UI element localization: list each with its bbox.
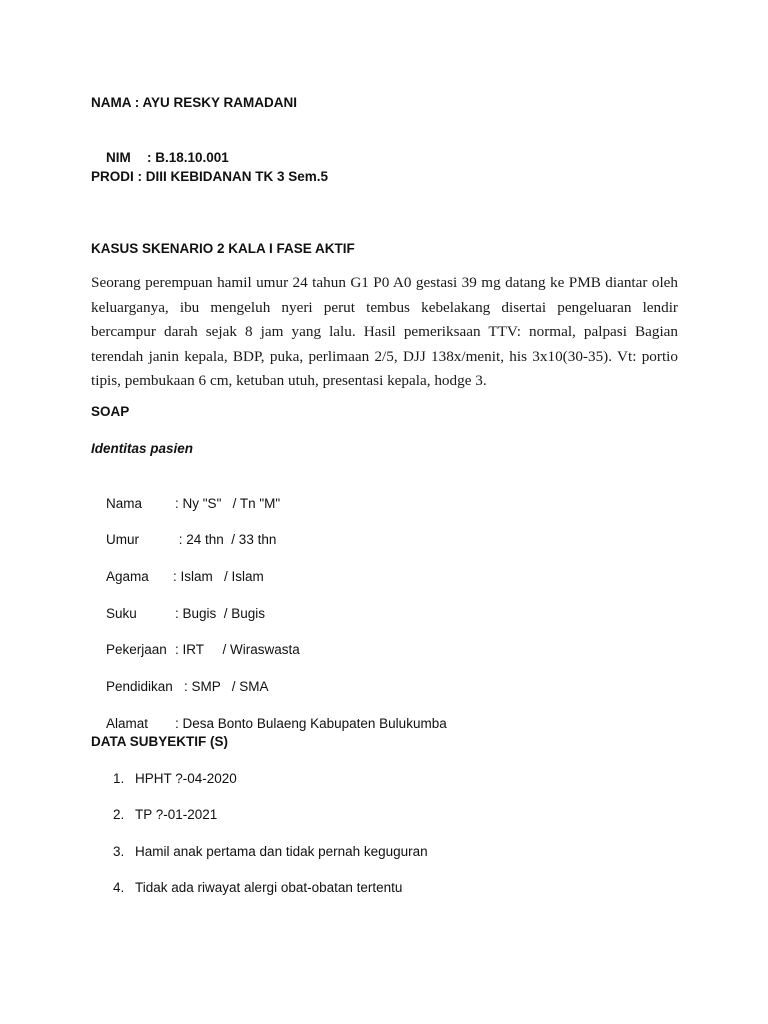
list-item (91, 843, 428, 861)
soap-title: SOAP (91, 404, 130, 419)
list-item (91, 879, 402, 897)
list-text: TP ?-01-2021 (135, 807, 218, 822)
list-text: Tidak ada riwayat alergi obat-obatan tertentu (135, 880, 403, 895)
field-label: Alamat (106, 716, 149, 731)
student-prodi: PRODI : DIII KEBIDANAN TK 3 Sem.5 (91, 169, 329, 184)
list-number: 3. (113, 844, 125, 859)
nim-label: NIM (106, 150, 131, 165)
list-number: 1. (113, 771, 125, 786)
list-number: 2. (113, 807, 125, 822)
nim-value: : B.18.10.001 (147, 150, 229, 165)
field-value: : SMP / SMA (184, 679, 269, 694)
field-value: : Ny "S" / Tn "M" (175, 496, 281, 511)
list-text: HPHT ?-04-2020 (135, 771, 237, 786)
field-label: Nama (106, 496, 143, 511)
field-label: Suku (106, 606, 137, 621)
field-value: : IRT / Wiraswasta (175, 642, 300, 657)
subjective-title: DATA SUBYEKTIF (S) (91, 734, 228, 749)
field-value: : Bugis / Bugis (175, 606, 266, 621)
field-value: : Desa Bonto Bulaeng Kabupaten Bulukumba (175, 716, 447, 731)
field-label: Agama (106, 569, 149, 584)
field-label: Pekerjaan (106, 642, 167, 657)
list-number: 4. (113, 880, 125, 895)
student-name: NAMA : AYU RESKY RAMADANI (91, 95, 298, 110)
field-value: : Islam / Islam (173, 569, 264, 584)
case-title: KASUS SKENARIO 2 KALA I FASE AKTIF (91, 241, 355, 256)
field-label: Pendidikan (106, 679, 173, 694)
case-paragraph: Seorang perempuan hamil umur 24 tahun G1 P0 A0 gestasi 39 mg datang ke PMB diantar oleh keluarganya, ibu mengeluh nyeri perut tembus kebelakang disertai pengeluaran lendir bercampur darah sejak 8 jam yang lalu. Hasil pemeriksaan TTV: normal, palpasi Bagian terendah janin kepala, BDP, puka, perlimaan 2/5, DJJ 138x/menit, his 3x10(30-35). Vt: portio tipis, pembukaan 6 cm, ketuban utuh, presentasi kepala, hodge 3. (91, 274, 678, 389)
list-text: Hamil anak pertama dan tidak pernah keguguran (135, 844, 428, 859)
list-item (91, 806, 217, 824)
field-value: : 24 thn / 33 thn (175, 532, 277, 547)
field-label: Umur (106, 532, 140, 547)
list-item (91, 770, 237, 788)
identity-title: Identitas pasien (91, 441, 194, 456)
